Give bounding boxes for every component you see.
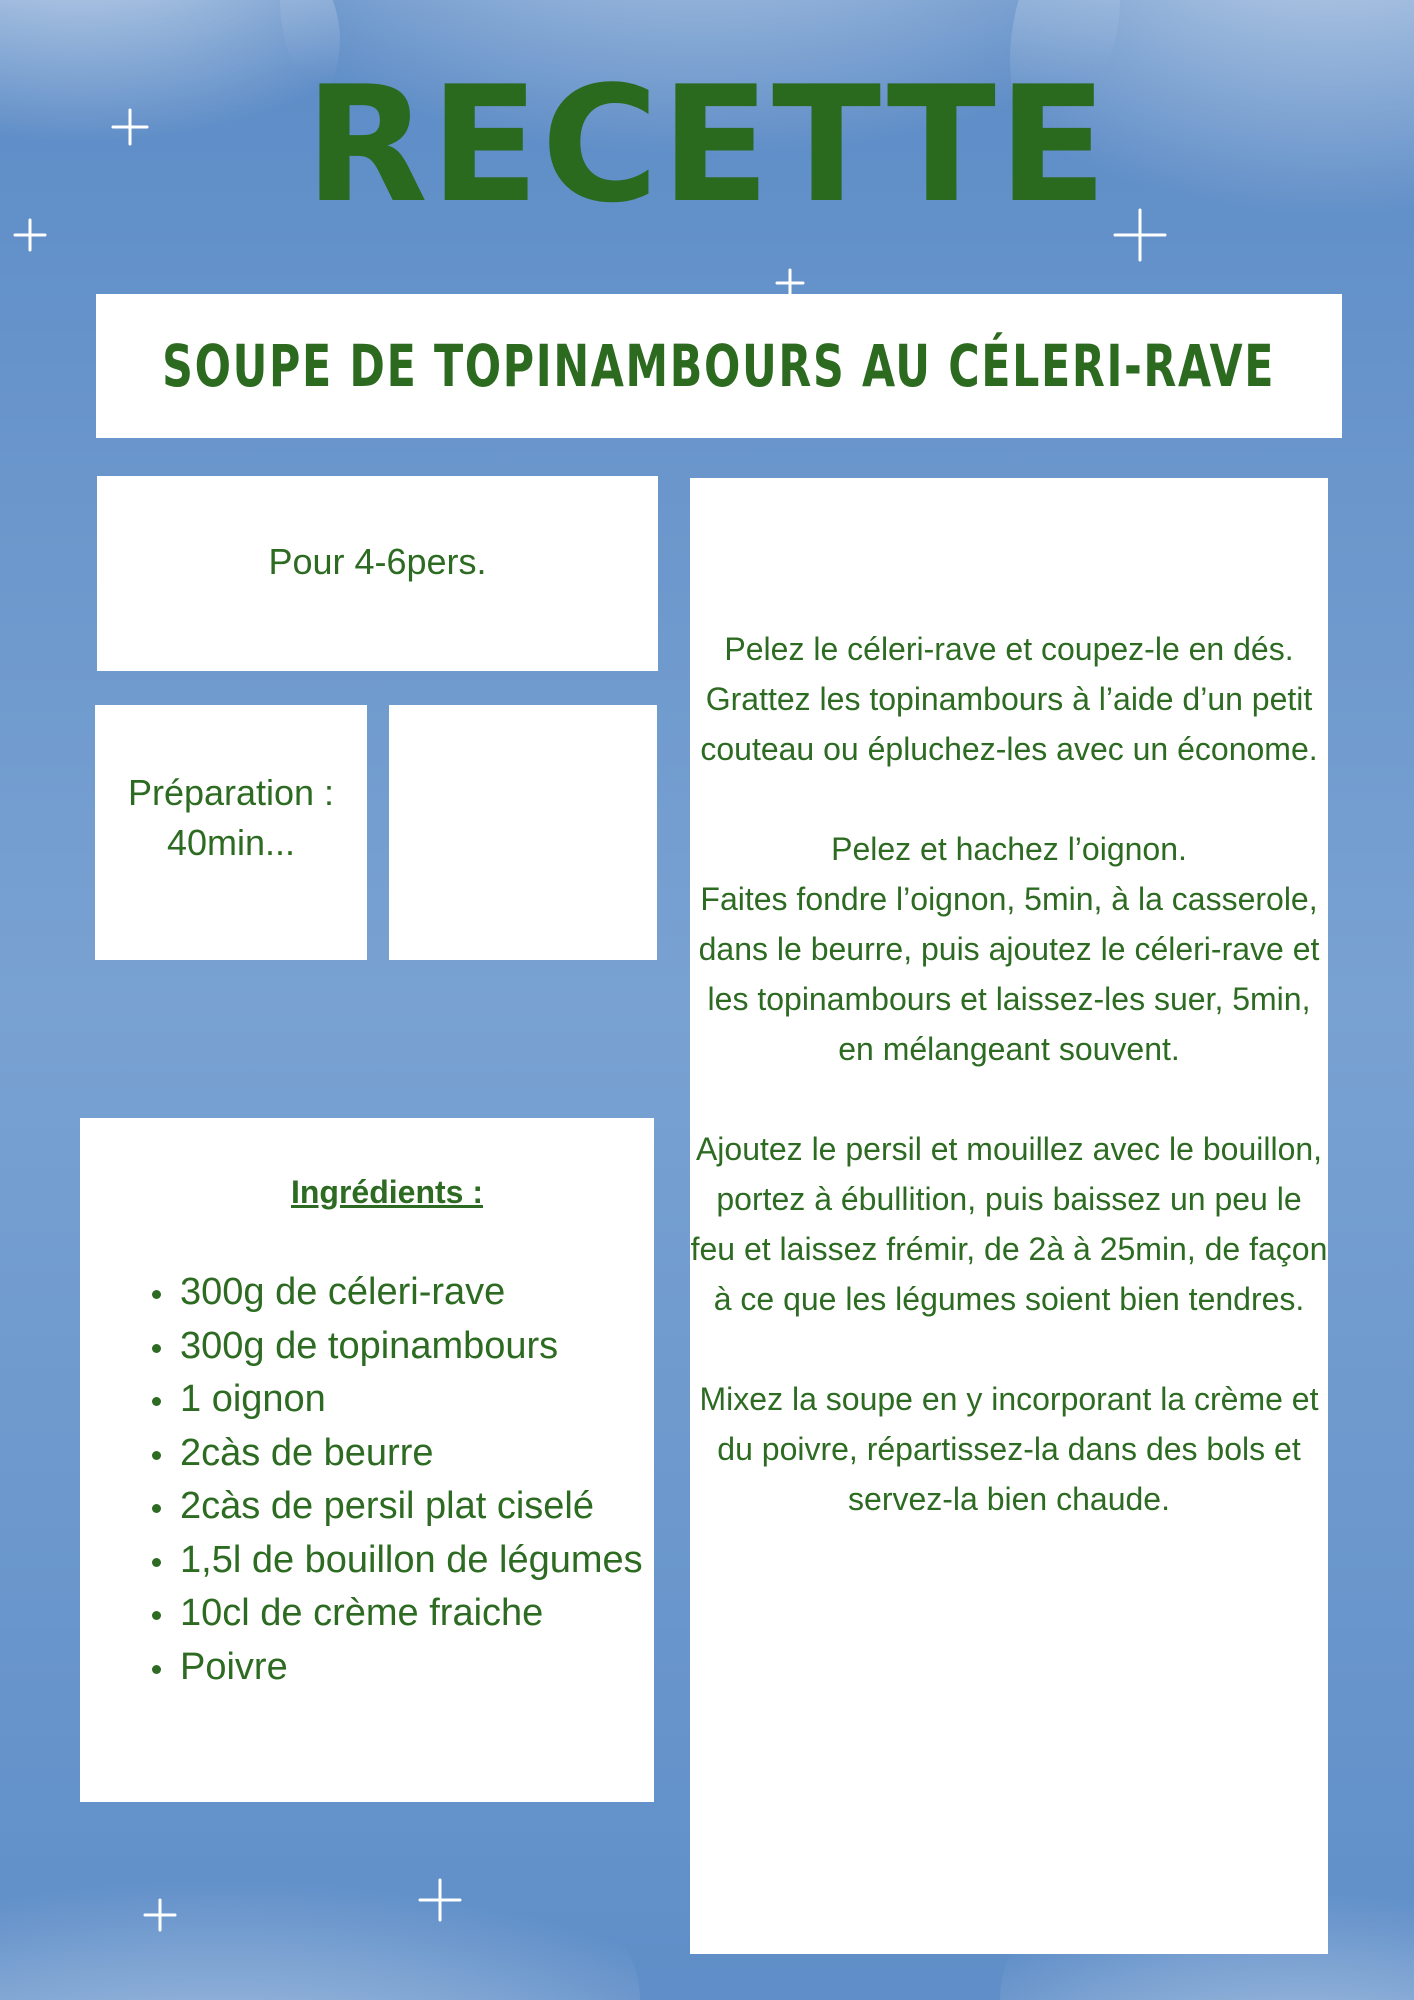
step-paragraph: Ajoutez le persil et mouillez avec le bouillon, portez à ébullition, puis baissez un peu le feu et laissez frémir, de 2à à 25min, de façon à ce que les légumes soient bien tendres. bbox=[690, 1131, 1328, 1317]
ingredient-item: 1,5l de bouillon de légumes bbox=[180, 1534, 643, 1588]
recipe-title-card bbox=[96, 294, 1342, 438]
ingredients-list bbox=[180, 1266, 643, 1694]
ingredient-item: 300g de topinambours bbox=[180, 1320, 643, 1374]
step-paragraph: Mixez la soupe en y incorporant la crème et du poivre, répartissez-la dans des bols et servez-la bien chaude. bbox=[699, 1381, 1319, 1517]
ingredient-item: 1 oignon bbox=[180, 1373, 643, 1427]
step-paragraph: Pelez et hachez l’oignon. Faites fondre l’oignon, 5min, à la casserole, dans le beurre, puis ajoutez le céleri-rave et les topinambours et laissez-les suer, 5min, en mélangeant souvent. bbox=[698, 831, 1320, 1067]
step-paragraph: Pelez le céleri-rave et coupez-le en dés. Grattez les topinambours à l’aide d’un petit couteau ou épluchez-les avec un économe. bbox=[700, 631, 1318, 767]
ingredients-card bbox=[80, 1118, 654, 1802]
recipe-name: SOUPE DE TOPINAMBOURS AU CÉLERI-RAVE bbox=[162, 332, 1276, 400]
blank-card bbox=[389, 705, 657, 960]
prep-time: 40min... bbox=[166, 821, 296, 863]
ingredient-item: 300g de céleri-rave bbox=[180, 1266, 643, 1320]
ingredient-item: 2càs de beurre bbox=[180, 1427, 643, 1481]
instructions bbox=[690, 624, 1328, 1524]
servings-card bbox=[97, 476, 658, 671]
prep-time-card bbox=[95, 705, 367, 960]
ingredients-heading: Ingrédients : bbox=[290, 1174, 483, 1210]
ingredient-item: 2càs de persil plat ciselé bbox=[180, 1480, 643, 1534]
ingredient-item: 10cl de crème fraiche bbox=[180, 1587, 643, 1641]
page-title: RECETTE bbox=[304, 51, 1110, 238]
ingredient-item: Poivre bbox=[180, 1641, 643, 1695]
prep-label: Préparation : bbox=[127, 771, 335, 813]
instructions-card bbox=[690, 478, 1328, 1954]
servings-text: Pour 4-6pers. bbox=[268, 540, 487, 582]
